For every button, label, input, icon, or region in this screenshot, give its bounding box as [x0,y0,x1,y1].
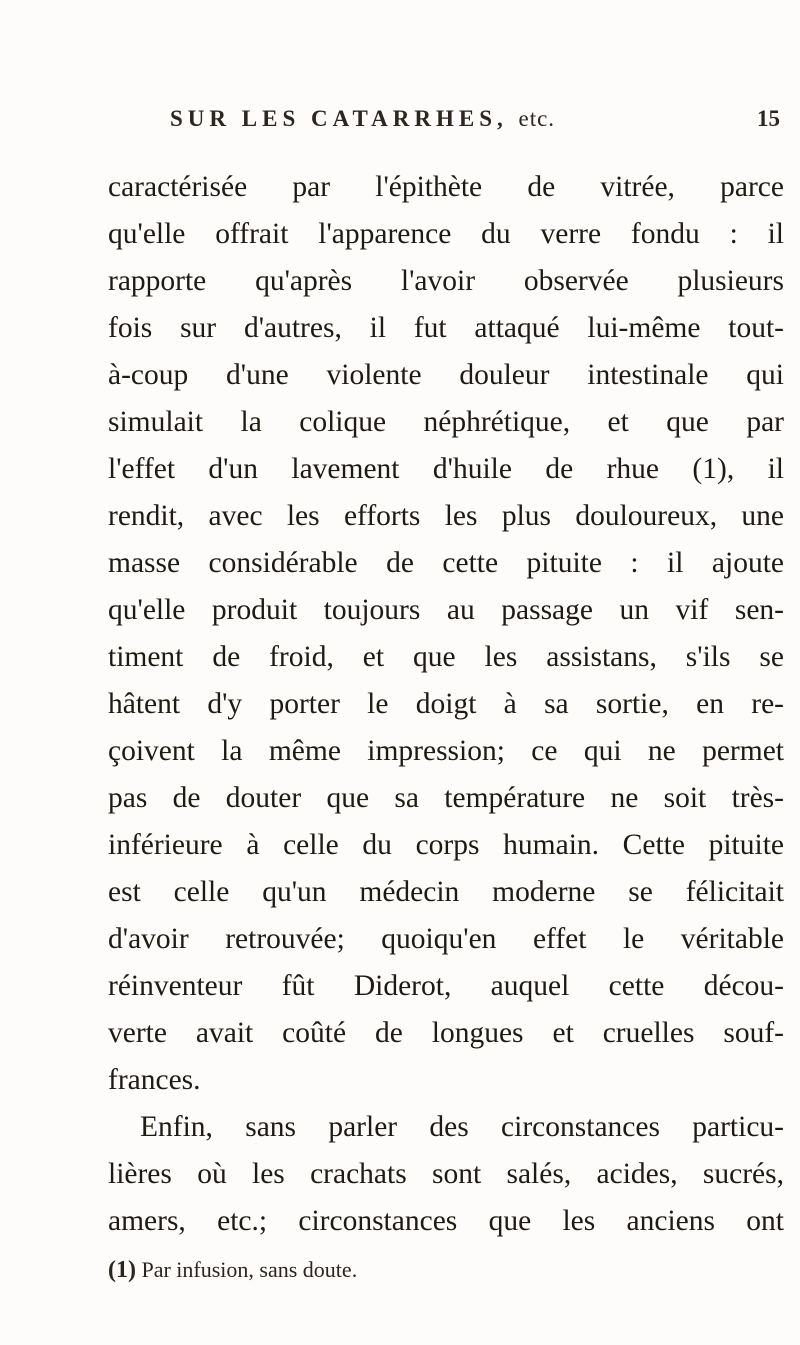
footnote-text: Par infusion, sans doute. [141,1257,358,1282]
text-line-9: masse considérable de cette pituite : il ajoute [108,547,784,579]
text-line-23: amers, etc.; circonstances que les anciens ont [108,1205,784,1237]
text-line-14: pas de douter que sa température ne soit très- [108,782,784,814]
text-line-18: réinventeur fût Diderot, auquel cette décou- [108,970,784,1002]
text-line-2: qu'elle offrait l'apparence du verre fondu : il [108,218,784,250]
page-number: 15 [757,106,780,131]
text-line-21: Enfin, sans parler des circonstances particu- [140,1111,784,1143]
text-line-8: rendit, avec les efforts les plus douloureux, une [108,500,784,532]
text-line-15: inférieure à celle du corps humain. Cette pituite [108,829,784,861]
running-title [170,106,555,132]
running-title-etc: etc. [518,106,556,131]
text-line-3: rapporte qu'après l'avoir observée plusieurs [108,265,784,297]
running-title-text: SUR LES CATARRHES, [170,106,508,131]
text-line-19: verte avait coûté de longues et cruelles souf- [108,1017,784,1049]
text-line-13: çoivent la même impression; ce qui ne permet [108,735,784,767]
body-text [108,164,784,1245]
text-line-20: frances. [108,1064,201,1096]
text-line-4: fois sur d'autres, il fut attaqué lui-même tout- [108,312,784,344]
running-header [170,106,780,146]
text-line-10: qu'elle produit toujours au passage un vif sen- [108,594,784,626]
text-line-17: d'avoir retrouvée; quoiqu'en effet le véritable [108,923,784,955]
footnote [108,1255,784,1285]
text-line-5: à-coup d'une violente douleur intestinale qui [108,359,784,391]
text-line-12: hâtent d'y porter le doigt à sa sortie, en re- [108,688,784,720]
text-line-7: l'effet d'un lavement d'huile de rhue (1), il [108,453,784,485]
text-line-11: timent de froid, et que les assistans, s'ils se [108,641,784,673]
text-line-22: lières où les crachats sont salés, acides, sucrés, [108,1158,784,1190]
text-line-16: est celle qu'un médecin moderne se félicitait [108,876,784,908]
text-line-1: caractérisée par l'épithète de vitrée, parce [108,171,784,203]
footnote-marker: (1) [108,1257,136,1283]
text-line-6: simulait la colique néphrétique, et que par [108,406,784,438]
